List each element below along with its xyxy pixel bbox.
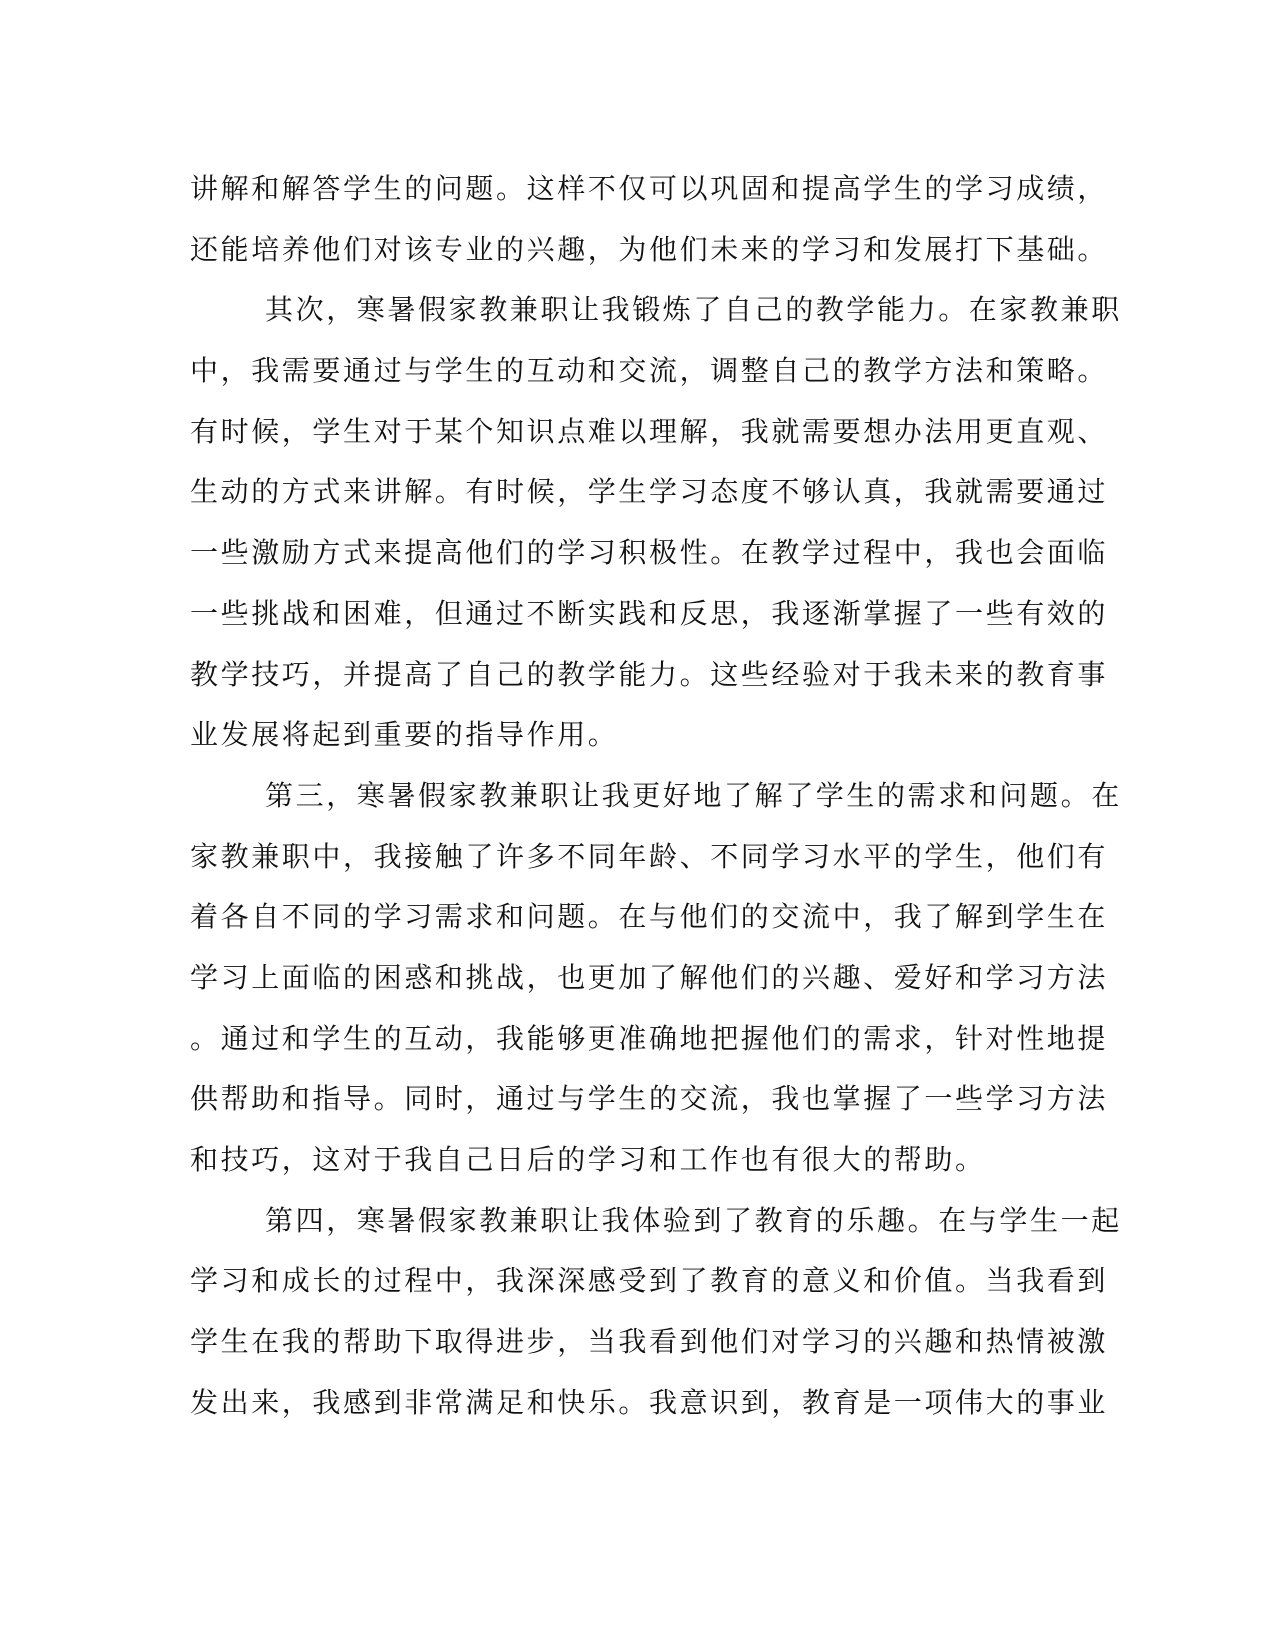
text-line: 中，我需要通过与学生的互动和交流，调整自己的教学方法和策略。	[190, 354, 1109, 388]
text-line: 教学技巧，并提高了自己的教学能力。这些经验对于我未来的教育事	[190, 657, 1109, 691]
text-line: 生动的方式来讲解。有时候，学生学习态度不够认真，我就需要通过	[190, 475, 1109, 509]
text-line: 学习和成长的过程中，我深深感受到了教育的意义和价值。当我看到	[190, 1264, 1109, 1298]
paragraph-first-line: 其次，寒暑假家教兼职让我锻炼了自己的教学能力。在家教兼职	[265, 293, 1122, 327]
document-body	[190, 159, 1122, 1433]
text-line: 家教兼职中，我接触了许多不同年龄、不同学习水平的学生，他们有	[190, 839, 1109, 873]
text-line: 讲解和解答学生的问题。这样不仅可以巩固和提高学生的学习成绩，	[190, 172, 1109, 205]
text-line: 发出来，我感到非常满足和快乐。我意识到，教育是一项伟大的事业	[190, 1385, 1109, 1419]
paragraph-first-line: 第三，寒暑假家教兼职让我更好地了解了学生的需求和问题。在	[265, 778, 1122, 812]
text-line: 学习上面临的困惑和挑战，也更加了解他们的兴趣、爱好和学习方法	[190, 960, 1109, 994]
text-line: 学生在我的帮助下取得进步，当我看到他们对学习的兴趣和热情被激	[190, 1325, 1109, 1359]
text-line: 。通过和学生的互动，我能够更准确地把握他们的需求，针对性地提	[190, 1021, 1109, 1055]
text-line: 业发展将起到重要的指导作用。	[190, 718, 619, 752]
text-line: 一些挑战和困难，但通过不断实践和反思，我逐渐掌握了一些有效的	[190, 596, 1109, 630]
text-line: 有时候，学生对于某个知识点难以理解，我就需要想办法用更直观、	[190, 414, 1109, 448]
text-line: 供帮助和指导。同时，通过与学生的交流，我也掌握了一些学习方法	[190, 1082, 1109, 1116]
text-line: 还能培养他们对该专业的兴趣，为他们未来的学习和发展打下基础。	[190, 232, 1109, 266]
text-line: 和技巧，这对于我自己日后的学习和工作也有很大的帮助。	[190, 1143, 986, 1176]
paragraph-first-line: 第四，寒暑假家教兼职让我体验到了教育的乐趣。在与学生一起	[265, 1203, 1122, 1237]
text-line: 着各自不同的学习需求和问题。在与他们的交流中，我了解到学生在	[190, 900, 1109, 934]
text-line: 一些激励方式来提高他们的学习积极性。在教学过程中，我也会面临	[190, 536, 1109, 570]
